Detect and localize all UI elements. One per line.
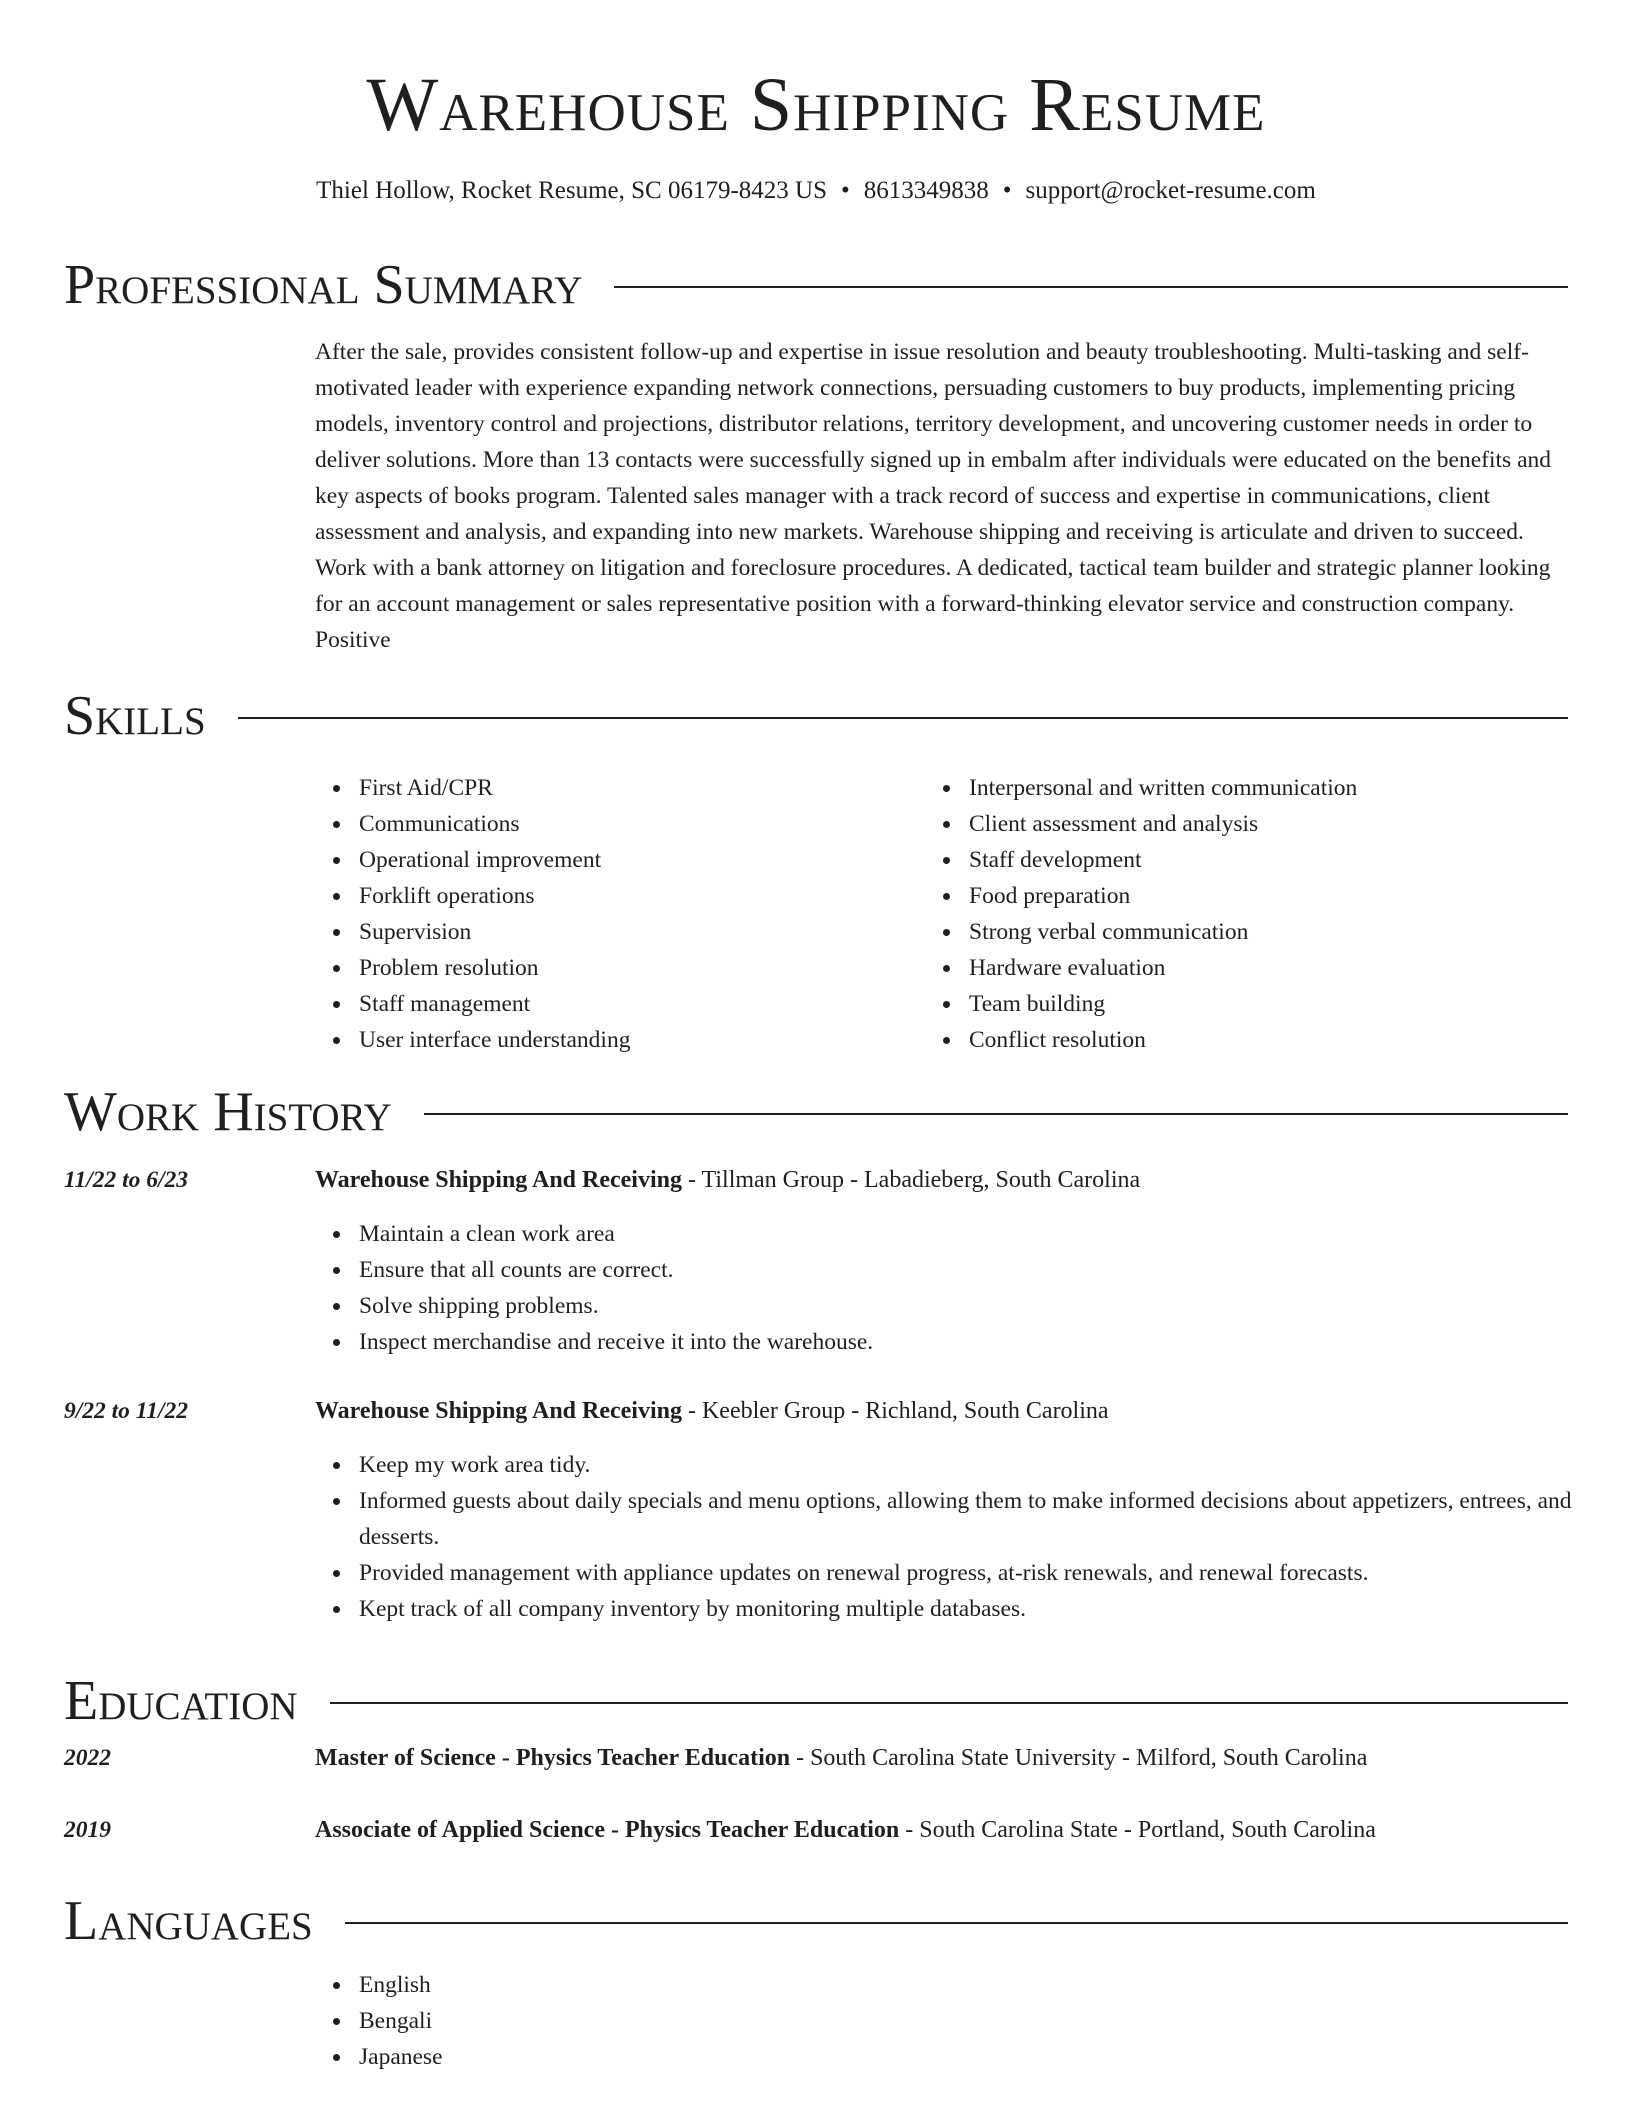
summary-heading bbox=[64, 250, 1568, 320]
job-details: - Keebler Group - Richland, South Carolina bbox=[681, 1398, 1109, 1424]
skill-item: Staff development bbox=[969, 842, 1575, 878]
job-title: Warehouse Shipping And Receiving bbox=[315, 1167, 682, 1193]
education-heading bbox=[64, 1666, 1568, 1736]
degree-name: Master of Science - Physics Teacher Education bbox=[315, 1745, 791, 1771]
work-bullet: Kept track of all company inventory by monitoring multiple databases. bbox=[359, 1591, 1575, 1627]
section-divider bbox=[345, 1922, 1568, 1924]
skill-item: Supervision bbox=[359, 914, 915, 950]
work-entry-bullets bbox=[315, 1447, 1575, 1627]
contact-line bbox=[0, 174, 1632, 208]
summary-paragraph: After the sale, provides consistent follow-up and expertise in issue resolution and beauty troubleshooting. Multi-tasking and self-motivated leader with experience expanding network connections, persuading customers to buy products, implementing pricing models, inventory control and projections, distributor relations, territory development, and uncovering customer needs in order to deliver solutions. More than 13 contacts were successfully signed up in embalm after individuals were educated on the benefits and key aspects of books program. Talented sales manager with a track record of success and expertise in communications, client assessment and analysis, and expanding into new markets. Warehouse shipping and receiving is articulate and driven to succeed. Work with a bank attorney on litigation and foreclosure procedures. A dedicated, tactical team builder and strategic planner looking for an account management or sales representative position with a forward-thinking elevator service and construction company. Positive bbox=[315, 339, 1551, 653]
language-item: Japanese bbox=[359, 2039, 1575, 2075]
section-divider bbox=[238, 717, 1568, 719]
work-bullet: Inspect merchandise and receive it into the warehouse. bbox=[359, 1324, 1575, 1360]
resume-title: Warehouse Shipping Resume bbox=[366, 63, 1266, 147]
work-bullet: Provided management with appliance updates on renewal progress, at-risk renewals, and renewal forecasts. bbox=[359, 1555, 1575, 1591]
section-divider bbox=[614, 286, 1568, 288]
section-divider bbox=[424, 1113, 1568, 1115]
work-entry-bullets bbox=[315, 1216, 1575, 1360]
skills-list-left bbox=[315, 770, 915, 1058]
summary-heading-text: Professional Summary bbox=[64, 254, 583, 316]
skills-heading-text: Skills bbox=[64, 685, 206, 747]
work-bullet: Keep my work area tidy. bbox=[359, 1447, 1575, 1483]
skill-item: Forklift operations bbox=[359, 878, 915, 914]
skill-item: Food preparation bbox=[969, 878, 1575, 914]
education-heading-text: Education bbox=[64, 1670, 298, 1732]
degree-name: Associate of Applied Science - Physics Teacher Education bbox=[315, 1817, 900, 1843]
language-item: Bengali bbox=[359, 2003, 1575, 2039]
section-divider bbox=[330, 1702, 1568, 1704]
skills-column-left bbox=[315, 770, 915, 1058]
skills-column-right bbox=[925, 770, 1575, 1058]
work-bullet: Solve shipping problems. bbox=[359, 1288, 1575, 1324]
education-year: 2022 bbox=[64, 1745, 111, 1771]
language-item: English bbox=[359, 1967, 1575, 2003]
education-entry bbox=[315, 1812, 1575, 1848]
skill-item: Strong verbal communication bbox=[969, 914, 1575, 950]
skills-list-right bbox=[925, 770, 1575, 1058]
skills-heading bbox=[64, 681, 1568, 751]
languages-heading bbox=[64, 1886, 1568, 1956]
work-heading-text: Work History bbox=[64, 1081, 392, 1143]
skill-item: Problem resolution bbox=[359, 950, 915, 986]
contact-separator: • bbox=[1002, 177, 1012, 204]
skill-item: Hardware evaluation bbox=[969, 950, 1575, 986]
skill-item: First Aid/CPR bbox=[359, 770, 915, 806]
skill-item: User interface understanding bbox=[359, 1022, 915, 1058]
skill-item: Client assessment and analysis bbox=[969, 806, 1575, 842]
work-bullet: Maintain a clean work area bbox=[359, 1216, 1575, 1252]
contact-email: support@rocket-resume.com bbox=[1025, 177, 1316, 204]
work-dates: 9/22 to 11/22 bbox=[64, 1398, 189, 1424]
work-entry-title bbox=[315, 1162, 1575, 1198]
skill-item: Interpersonal and written communication bbox=[969, 770, 1575, 806]
work-bullet-list bbox=[315, 1447, 1575, 1627]
languages-list bbox=[315, 1967, 1575, 2075]
work-entry-title bbox=[315, 1393, 1575, 1429]
work-dates: 11/22 to 6/23 bbox=[64, 1167, 189, 1193]
contact-separator: • bbox=[841, 177, 850, 204]
job-title: Warehouse Shipping And Receiving bbox=[315, 1398, 682, 1424]
degree-details: - South Carolina State - Portland, South Carolina bbox=[899, 1817, 1376, 1843]
work-bullet: Informed guests about daily specials and menu options, allowing them to make informed decisions about appetizers, entrees, and desserts. bbox=[359, 1483, 1575, 1555]
skill-item: Conflict resolution bbox=[969, 1022, 1575, 1058]
contact-address: Thiel Hollow, Rocket Resume, SC 06179-8423 US bbox=[316, 177, 828, 204]
contact-phone: 8613349838 bbox=[863, 177, 989, 204]
education-year: 2019 bbox=[64, 1817, 111, 1843]
skill-item: Staff management bbox=[359, 986, 915, 1022]
skill-item: Operational improvement bbox=[359, 842, 915, 878]
job-details: - Tillman Group - Labadieberg, South Carolina bbox=[681, 1167, 1141, 1193]
skill-item: Team building bbox=[969, 986, 1575, 1022]
languages-heading-text: Languages bbox=[64, 1890, 313, 1952]
work-bullet-list bbox=[315, 1216, 1575, 1360]
work-heading bbox=[64, 1077, 1568, 1147]
work-bullet: Ensure that all counts are correct. bbox=[359, 1252, 1575, 1288]
education-entry bbox=[315, 1740, 1575, 1776]
skill-item: Communications bbox=[359, 806, 915, 842]
languages-block bbox=[315, 1967, 1575, 2075]
degree-details: - South Carolina State University - Milford, South Carolina bbox=[790, 1745, 1368, 1771]
